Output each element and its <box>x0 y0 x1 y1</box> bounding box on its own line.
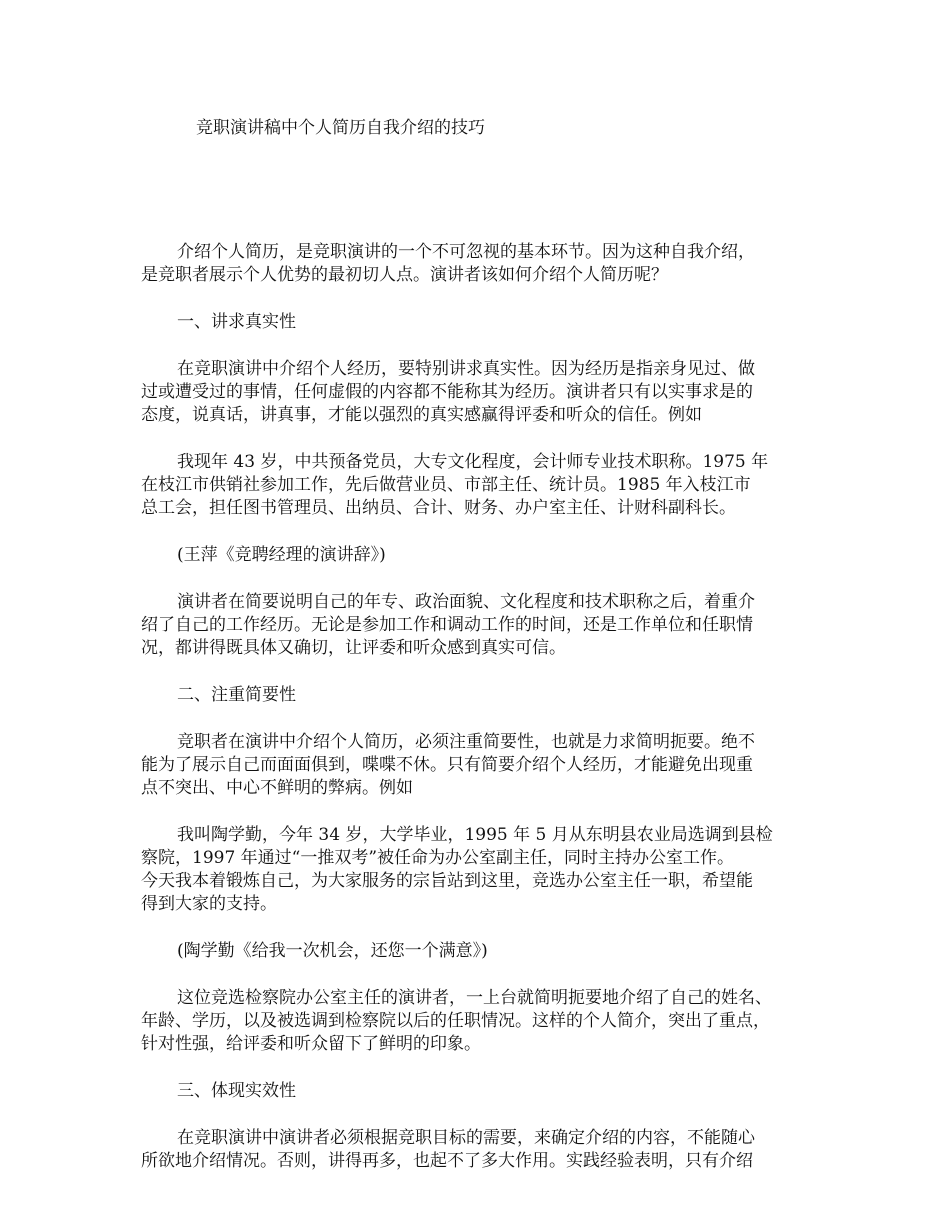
paragraph-gap <box>141 520 821 544</box>
text-line: 三、体现实效性 <box>177 1081 296 1101</box>
text-line: 况，都讲得既具体又确切，让评委和听众感到真实可信。 <box>141 638 566 658</box>
text-line: 得到大家的支持。 <box>141 894 277 914</box>
paragraph-gap <box>141 427 821 451</box>
text-line: 我叫陶学勤，今年 34 岁，大学毕业，1995 年 5 月从东明县农业局选调到县检 <box>177 825 773 845</box>
paragraph <box>141 987 821 1056</box>
citation <box>141 544 821 567</box>
citation <box>141 940 821 963</box>
paragraph <box>141 1127 821 1173</box>
text-line: 在竞职演讲中演讲者必须根据竞职目标的需要，来确定介绍的内容，不能随心 <box>177 1128 755 1148</box>
text-line: (陶学勤《给我一次机会，还您一个满意》) <box>177 941 488 961</box>
paragraph-gap <box>141 334 821 358</box>
text-line: 总工会，担任图书管理员、出纳员、合计、财务、办户室主任、计财科副科长。 <box>141 498 736 518</box>
paragraph-gap <box>141 1103 821 1127</box>
paragraph-gap <box>141 287 821 311</box>
paragraph-gap <box>141 916 821 940</box>
quote-paragraph <box>141 824 821 916</box>
paragraph-gap <box>141 1056 821 1080</box>
text-line: 今天我本着锻炼自己，为大家服务的宗旨站到这里，竞选办公室主任一职，希望能 <box>141 871 753 891</box>
text-line: 针对性强，给评委和听众留下了鲜明的印象。 <box>141 1034 481 1054</box>
text-line: 一、讲求真实性 <box>177 312 296 332</box>
text-line: 这位竞选检察院办公室主任的演讲者，一上台就简明扼要地介绍了自己的姓名、 <box>177 988 772 1008</box>
paragraph-gap <box>141 707 821 731</box>
text-line: 能为了展示自己而面面俱到，喋喋不休。只有简要介绍个人经历，才能避免出现重 <box>141 755 753 775</box>
text-line: 所欲地介绍情况。否则，讲得再多，也起不了多大作用。实践经验表明，只有介绍 <box>141 1151 753 1171</box>
text-line: 我现年 43 岁，中共预备党员，大专文化程度，会计师专业技术职称。1975 年 <box>177 452 769 472</box>
text-line: 竞职者在演讲中介绍个人简历，必须注重简要性，也就是力求简明扼要。绝不 <box>177 732 755 752</box>
paragraph <box>141 591 821 660</box>
text-line: 介绍个人简历，是竞职演讲的一个不可忽视的基本环节。因为这种自我介绍， <box>177 242 755 262</box>
text-line: 察院，1997 年通过“一推双考”被任命为办公室副主任，同时主持办公室工作。 <box>141 848 735 868</box>
section-heading-2 <box>141 684 821 707</box>
quote-paragraph <box>141 451 821 520</box>
section-heading-1 <box>141 311 821 334</box>
text-line: 态度，说真话，讲真事，才能以强烈的真实感赢得评委和听众的信任。例如 <box>141 405 702 425</box>
paragraph-gap <box>141 567 821 591</box>
text-line: 是竞职者展示个人优势的最初切人点。演讲者该如何介绍个人简历呢？ <box>141 265 668 285</box>
text-line: 绍了自己的工作经历。无论是参加工作和调动工作的时间，还是工作单位和任职情 <box>141 615 753 635</box>
text-line: (王萍《竞聘经理的演讲辞》) <box>177 545 386 565</box>
section-heading-3 <box>141 1080 821 1103</box>
text-line: 在枝江市供销社参加工作，先后做营业员、市部主任、统计员。1985 年入枝江市 <box>141 475 751 495</box>
paragraph-gap <box>141 800 821 824</box>
text-line: 演讲者在简要说明自己的年专、政治面貌、文化程度和技术职称之后，着重介 <box>177 592 755 612</box>
paragraph-gap <box>141 963 821 987</box>
text-line: 过或遭受过的事情，任何虚假的内容都不能称其为经历。演讲者只有以实事求是的 <box>141 382 753 402</box>
paragraph <box>141 731 821 800</box>
text-line: 二、注重简要性 <box>177 685 296 705</box>
document-body <box>141 241 821 1173</box>
text-line: 点不突出、中心不鲜明的弊病。例如 <box>141 778 413 798</box>
document-title: 竞职演讲稿中个人简历自我介绍的技巧 <box>196 118 485 138</box>
text-line: 年龄、学历，以及被选调到检察院以后的任职情况。这样的个人简介，突出了重点， <box>141 1011 770 1031</box>
intro-paragraph <box>141 241 821 287</box>
text-line: 在竞职演讲中介绍个人经历，要特别讲求真实性。因为经历是指亲身见过、做 <box>177 359 755 379</box>
paragraph-gap <box>141 660 821 684</box>
paragraph <box>141 358 821 427</box>
